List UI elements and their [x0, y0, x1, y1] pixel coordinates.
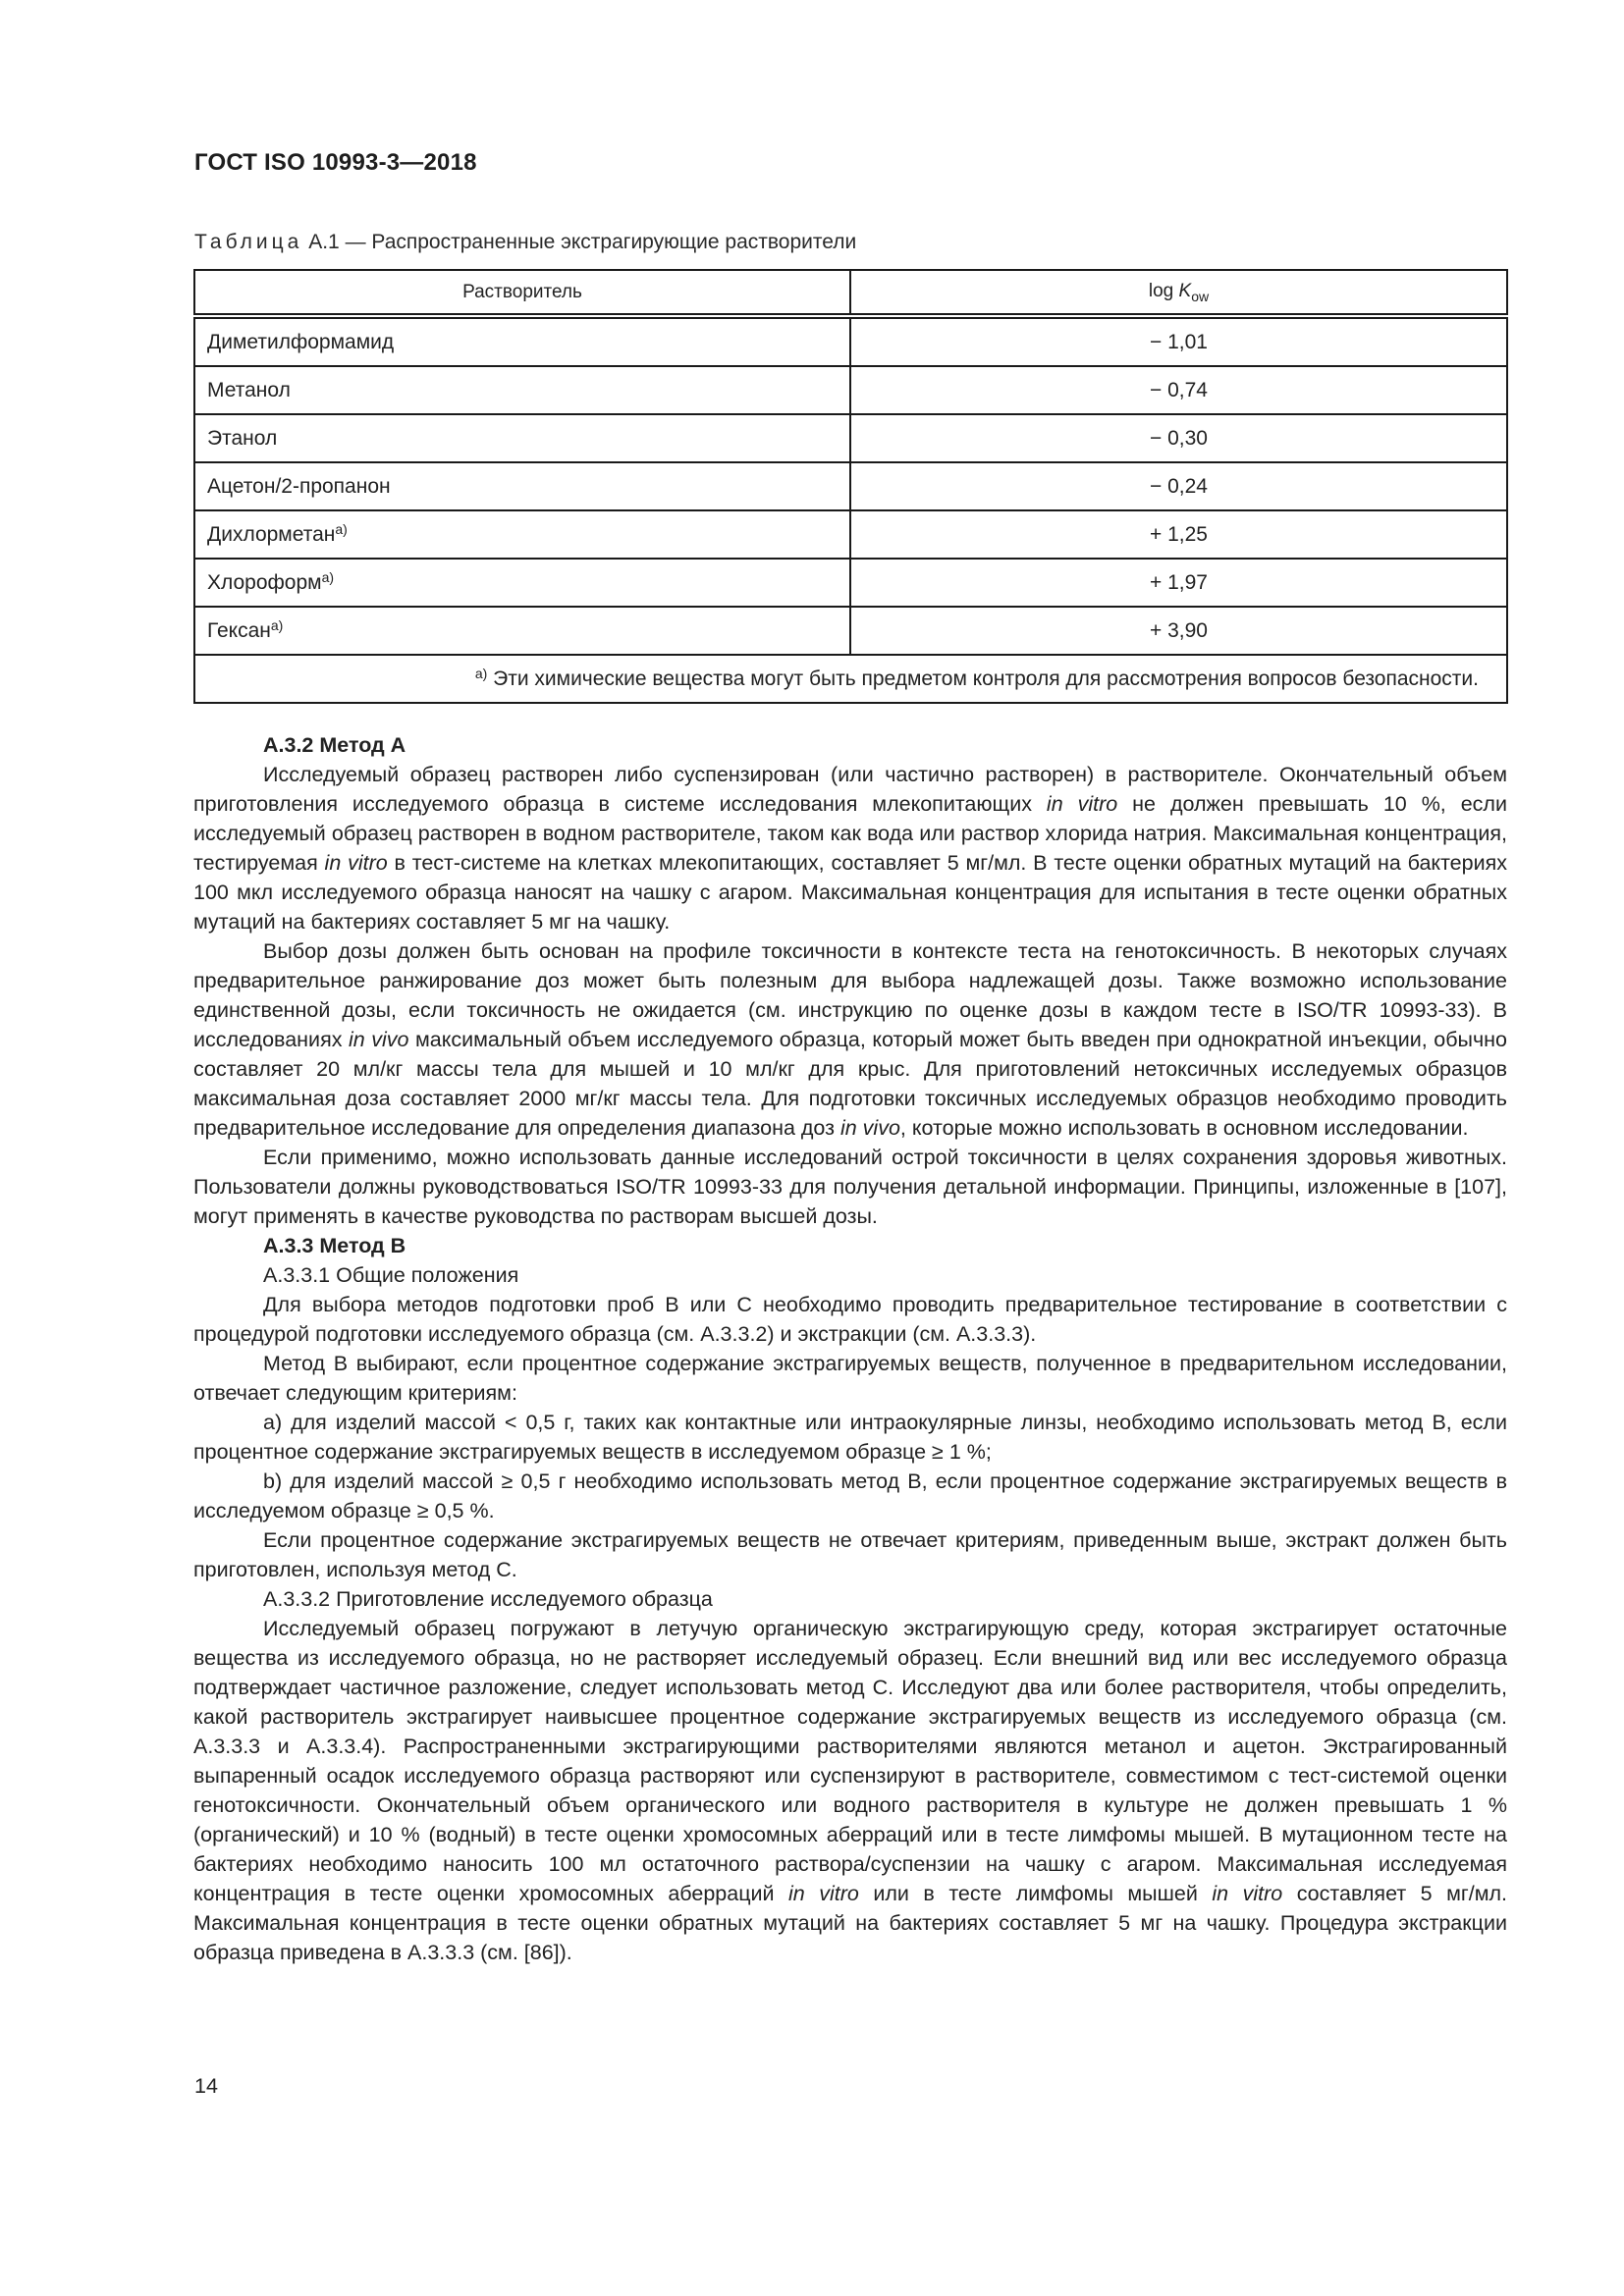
logkow-cell: + 1,97 — [850, 559, 1507, 607]
text: Выбор дозы должен быть основан на профиле токсичности в контексте теста на генотоксичность. В некоторых случаях предварительное ранжирование доз может быть полезным для выбора надлежащей дозы. Также возможно использование единственной дозы, если токсичность не ожидается (см. инструкцию по оценке дозы в каждом тесте в ISO/TR 10993-33). В исследованиях — [193, 939, 1507, 1051]
logkow-label: log — [1148, 280, 1179, 301]
table-row — [194, 366, 1507, 414]
footnote-mark: а) — [335, 520, 348, 537]
text: в тест-системе на клетках млекопитающих, составляет 5 мг/мл. В тесте оценки обратных мутаций на бактериях 100 мкл исследуемого образца наносят на чашку с агаром. Максимальная концентрация для испытания в тесте оценки обратных мутаций на бактериях составляет 5 мг на чашку. — [193, 851, 1507, 934]
solvent-cell — [194, 607, 850, 655]
solvents-table — [193, 269, 1508, 704]
footnote-mark: а) — [474, 665, 488, 681]
logkow-subscript: ow — [1191, 288, 1210, 304]
page-number: 14 — [194, 2074, 218, 2098]
paragraph — [193, 936, 1507, 1143]
text: составляет 5 мг/мл. Максимальная концентрация в тесте оценки обратных мутаций на бактериях составляет 5 мг на чашку. Процедура экстракции образца приведена в А.3.3.3 (см. [86]). — [193, 1882, 1507, 1964]
table-row — [194, 462, 1507, 510]
text: не должен превышать 10 %, если исследуемый образец растворен в водном растворителе, таком как вода или раствор хлорида натрия. Максимальная концентрация, тестируемая — [193, 792, 1507, 875]
italic-term: in vivo — [839, 1116, 900, 1140]
table-header-row — [194, 270, 1507, 316]
solvent-name: Гексан — [207, 618, 271, 642]
text: Исследуемый образец растворен либо суспензирован (или частично растворен) в растворителе. Окончательный объем приготовления исследуемого образца в системе исследования млекопитающих — [193, 763, 1507, 816]
subsection-heading-a331: А.3.3.1 Общие положения — [263, 1263, 519, 1287]
solvent-name: Дихлорметан — [207, 522, 336, 546]
logkow-cell: − 1,01 — [850, 316, 1507, 366]
italic-term: in vitro — [788, 1882, 859, 1905]
logkow-k: K — [1178, 280, 1192, 301]
table-row — [194, 414, 1507, 462]
section-heading-a32: А.3.2 Метод А — [263, 733, 406, 757]
solvent-cell — [194, 414, 850, 462]
logkow-cell: − 0,30 — [850, 414, 1507, 462]
solvent-name: Этанол — [207, 426, 278, 450]
table-row — [194, 316, 1507, 366]
table-row — [194, 607, 1507, 655]
table-footnote-row — [194, 655, 1507, 703]
solvent-name: Метанол — [207, 378, 291, 401]
italic-term: in vivo — [348, 1028, 409, 1051]
document-header: ГОСТ ISO 10993-3—2018 — [194, 149, 477, 176]
table-caption-number: А.1 — [308, 231, 340, 253]
logkow-cell: + 3,90 — [850, 607, 1507, 655]
italic-term: in vitro — [1046, 792, 1118, 816]
column-header-logkow — [850, 270, 1507, 316]
text: Исследуемый образец погружают в летучую органическую экстрагирующую среду, которая экстрагирует остаточные вещества из исследуемого образца, но не растворяет исследуемый образец. Если внешний вид или вес исследуемого образца подтверждает частичное разложение, следует использовать метод С. Исследуют два или более растворителя, чтобы определить, какой растворитель экстрагирует наивысшее процентное содержание экстрагируемых веществ из исследуемого образца (см. А.3.3.3 и А.3.3.4). Распространенными экстрагирующими растворителями являются метанол и ацетон. Экстрагированный выпаренный осадок исследуемого образца растворяют или суспензируют в растворителе, совместимом с тест-системой оценки генотоксичности. Окончательный объем органического или водного растворителя в культуре не должен превышать 1 % (органический) и 10 % (водный) в тесте оценки хромосомных аберраций или в тесте лимфомы мышей. В мутационном тесте на бактериях необходимо наносить 100 мл остаточного раствора/суспензии на чашку с агаром. Максимальная исследуемая концентрация в тесте оценки хромосомных аберраций — [193, 1617, 1507, 1905]
solvent-name: Диметилформамид — [207, 330, 395, 353]
logkow-cell: − 0,24 — [850, 462, 1507, 510]
paragraph: Если применимо, можно использовать данные исследований острой токсичности в целях сохранения здоровья животных. Пользователи должны руководствоваться ISO/TR 10993-33 для получения детальной информации. Принципы, изложенные в [107], могут применять в качестве руководства по растворам высшей дозы. — [193, 1146, 1507, 1228]
table-caption-prefix: Таблица — [194, 231, 303, 253]
solvent-cell — [194, 559, 850, 607]
solvent-cell — [194, 462, 850, 510]
table-footnote — [194, 655, 1507, 703]
solvent-name: Хлороформ — [207, 570, 322, 594]
italic-term: in vitro — [1212, 1882, 1283, 1905]
paragraph: Если процентное содержание экстрагируемых веществ не отвечает критериям, приведенным выше, экстракт должен быть приготовлен, используя метод С. — [193, 1528, 1507, 1581]
solvent-name: Ацетон/2-пропанон — [207, 474, 391, 498]
solvent-cell — [194, 510, 850, 559]
logkow-cell: − 0,74 — [850, 366, 1507, 414]
solvent-cell — [194, 316, 850, 366]
table-caption-title: — Распространенные экстрагирующие растворители — [345, 231, 857, 253]
paragraph: Для выбора методов подготовки проб В или С необходимо проводить предварительное тестирование в соответствии с процедурой подготовки исследуемого образца (см. А.3.3.2) и экстракции (см. А.3.3.3). — [193, 1293, 1507, 1346]
text: или в тесте лимфомы мышей — [858, 1882, 1213, 1905]
text: , которые можно использовать в основном исследовании. — [899, 1116, 1469, 1140]
table-row — [194, 510, 1507, 559]
footnote-text: Эти химические вещества могут быть предметом контроля для рассмотрения вопросов безопасности. — [487, 667, 1479, 690]
subsection-heading-a332: А.3.3.2 Приготовление исследуемого образца — [263, 1587, 713, 1611]
logkow-cell: + 1,25 — [850, 510, 1507, 559]
text: максимальный объем исследуемого образца, который может быть введен при однократной инъекции, обычно составляет 20 мл/кг массы тела для мышей и 10 мл/кг для крыс. Для приготовлений нетоксичных исследуемых образцов максимальная доза составляет 2000 мг/кг массы тела. Для подготовки токсичных исследуемых образцов необходимо проводить предварительное исследование для определения диапазона доз — [193, 1028, 1507, 1140]
list-item-b: b) для изделий массой ≥ 0,5 г необходимо использовать метод В, если процентное содержание экстрагируемых веществ в исследуемом образце ≥ 0,5 %. — [193, 1469, 1507, 1522]
footnote-mark: а) — [321, 568, 335, 585]
table-row — [194, 559, 1507, 607]
paragraph — [193, 1614, 1507, 1967]
paragraph — [193, 760, 1507, 936]
paragraph: Метод В выбирают, если процентное содержание экстрагируемых веществ, полученное в предварительном исследовании, отвечает следующим критериям: — [193, 1352, 1507, 1405]
italic-term: in vitro — [324, 851, 388, 875]
section-heading-a33: А.3.3 Метод В — [263, 1234, 406, 1257]
solvent-cell — [194, 366, 850, 414]
document-body — [193, 730, 1507, 1967]
list-item-a: а) для изделий массой < 0,5 г, таких как контактные или интраокулярные линзы, необходимо использовать метод В, если процентное содержание экстрагируемых веществ в исследуемом образце ≥ 1 %; — [193, 1411, 1507, 1464]
table-caption — [194, 231, 856, 254]
column-header-solvent: Растворитель — [194, 270, 850, 316]
footnote-mark: а) — [270, 616, 284, 633]
